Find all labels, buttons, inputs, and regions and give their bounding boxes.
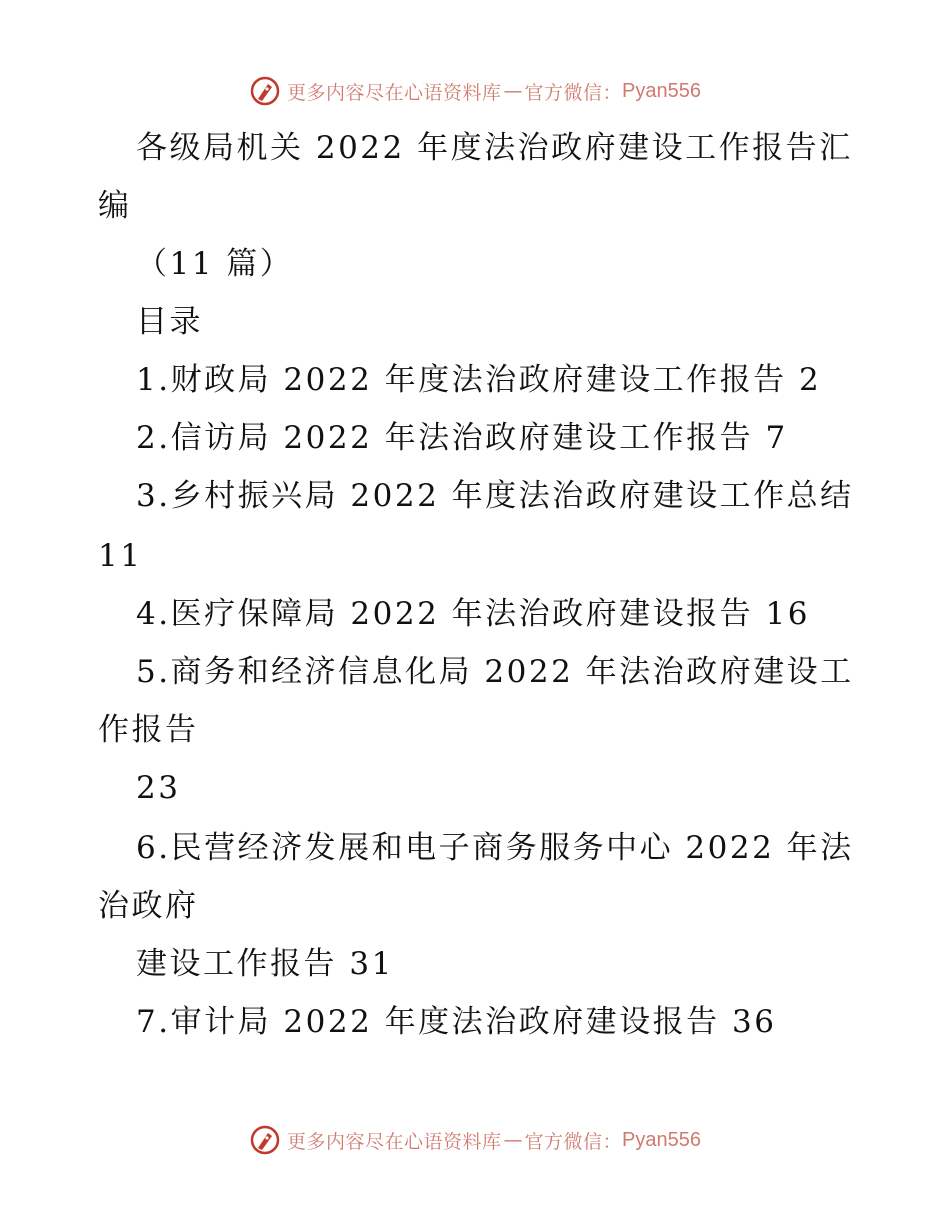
toc-entry-continuation: 建设工作报告 31 <box>136 946 394 982</box>
toc-entry: 2.信访局 2022 年法治政府建设工作报告 7 <box>136 420 788 456</box>
toc-entry: 1.财政局 2022 年度法治政府建设工作报告 2 <box>136 362 822 398</box>
toc-entry-continuation: 作报告 <box>98 712 199 748</box>
toc-entry-continuation: 治政府 <box>98 888 199 924</box>
document-title-line-1: 各级局机关 2022 年度法治政府建设工作报告汇 <box>136 130 853 166</box>
banner-separator: — <box>503 1129 523 1151</box>
document-title-line-2: 编 <box>98 188 132 224</box>
banner-text: 更多内容尽在心语资料库 <box>287 81 502 104</box>
banner-wechat-label: 官方微信： <box>524 1130 623 1153</box>
banner-wechat-id: Pyan556 <box>622 79 701 102</box>
banner-wechat-id: Pyan556 <box>622 1128 701 1151</box>
toc-entry: 5.商务和经济信息化局 2022 年法治政府建设工 <box>136 654 854 690</box>
toc-entry: 4.医疗保障局 2022 年法治政府建设报告 16 <box>136 596 810 632</box>
toc-entry-page: 23 <box>136 770 181 806</box>
footer-banner <box>0 1120 950 1160</box>
banner-wechat-label: 官方微信： <box>524 81 623 104</box>
toc-heading: 目录 <box>136 304 203 340</box>
document-count: （11 篇） <box>136 246 294 282</box>
header-banner <box>0 71 950 111</box>
pen-nib-logo-icon <box>249 1124 281 1156</box>
banner-separator: — <box>503 80 523 102</box>
toc-entry: 3.乡村振兴局 2022 年度法治政府建设工作总结 <box>136 478 854 514</box>
banner-text: 更多内容尽在心语资料库 <box>287 1130 502 1153</box>
toc-entry: 6.民营经济发展和电子商务服务中心 2022 年法 <box>136 830 854 866</box>
pen-nib-logo-icon <box>249 75 281 107</box>
toc-entry: 7.审计局 2022 年度法治政府建设报告 36 <box>136 1004 777 1040</box>
toc-entry-page: 11 <box>98 538 143 574</box>
